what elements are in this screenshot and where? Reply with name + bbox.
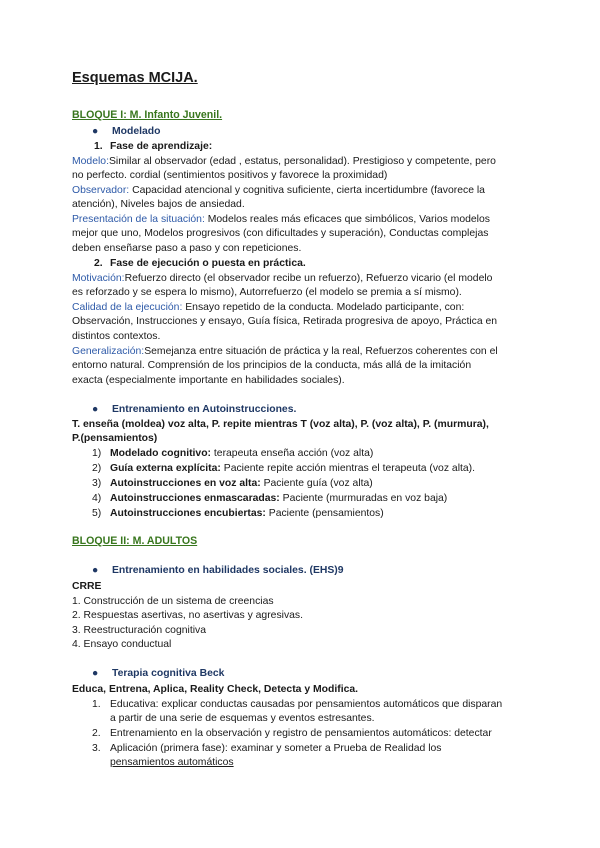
ehs-acronym: CRRE [72,581,102,592]
bullet-dot-icon: ● [92,404,99,415]
motivacion-cont: es reforzado y se espera lo mismo), Autorrefuerzo (el modelo se premia a sí mismo). [72,287,462,298]
bloque-1-heading: BLOQUE I: M. Infanto Juvenil. [72,109,223,121]
bullet-autoinstrucciones: ● Entrenamiento en Autoinstrucciones. [92,404,297,415]
calidad-cont-1: Observación, Instrucciones y ensayo, Guía física, Retirada progresiva de apoyo, Práctica en [72,316,498,327]
beck-item-2: 2. Entrenamiento en la observación y registro de pensamientos automáticos: detectar [92,728,492,739]
beck-steps: Educa, Entrena, Aplica, Reality Check, Detecta y Modifica. [72,684,359,695]
observador-line: Observador: Capacidad atencional y cognitiva suficiente, cierta incertidumbre (favorece la [72,185,485,196]
autoinstruccion-item: 2) Guía externa explícita: Paciente repite acción mientras el terapeuta (voz alta). [92,463,476,474]
ehs-item: 2. Respuestas asertivas, no asertivas y agresivas. [72,610,304,621]
observador-cont: atención), Niveles bajos de ansiedad. [72,199,245,210]
fase-1-heading: 1. Fase de aprendizaje: [94,141,213,152]
beck-item-3: 3. Aplicación (primera fase): examinar y someter a Prueba de Realidad los [92,743,442,754]
bullet-dot-icon: ● [92,565,99,576]
ehs-item: 1. Construcción de un sistema de creencias [72,596,274,607]
bloque-2-heading: BLOQUE II: M. ADULTOS [72,535,198,547]
motivacion-line: Motivación:Refuerzo directo (el observador recibe un refuerzo), Refuerzo vicario (el modelo [72,273,493,284]
modelo-cont: no perfecto. cordial (sentimientos positivos y favorece la proximidad) [72,170,388,181]
autoinstruccion-item: 5) Autoinstrucciones encubiertas: Paciente (pensamientos) [92,508,384,519]
beck-item-3-cont: pensamientos automáticos [110,757,234,768]
fase-2-heading: 2. Fase de ejecución o puesta en práctica. [94,258,306,269]
autoinstruccion-item: 3) Autoinstrucciones en voz alta: Paciente guía (voz alta) [92,478,373,489]
ehs-item: 3. Reestructuración cognitiva [72,625,206,636]
presentacion-cont-2: deben enseñarse paso a paso y con repeticiones. [72,243,302,254]
autoinstrucciones-intro-2: P.(pensamientos) [72,433,158,444]
presentacion-line: Presentación de la situación: Modelos reales más eficaces que simbólicos, Varios modelos [72,214,490,225]
beck-item-1: 1. Educativa: explicar conductas causadas por pensamientos automáticos que disparan [92,699,503,710]
bullet-dot-icon: ● [92,668,99,679]
generalizacion-cont-1: entorno natural. Comprensión de los principios de la conducta, más allá de la imitación [72,360,472,371]
bullet-modelado: ● Modelado [92,126,161,137]
generalizacion-cont-2: exacta (especialmente importante en habilidades sociales). [72,375,345,386]
ehs-item: 4. Ensayo conductual [72,639,172,650]
generalizacion-line: Generalización:Semejanza entre situación de práctica y la real, Refuerzos coherentes con el [72,346,498,357]
beck-item-1-cont: a partir de una serie de esquemas y eventos estresantes. [110,713,375,724]
bullet-ehs: ● Entrenamiento en habilidades sociales. (EHS)9 [92,565,344,576]
autoinstrucciones-intro-1: T. enseña (moldea) voz alta, P. repite mientras T (voz alta), P. (voz alta), P. (murmura), [72,419,489,430]
page-title: Esquemas MCIJA. [72,70,198,86]
bullet-dot-icon: ● [92,126,99,137]
modelo-line: Modelo:Similar al observador (edad , estatus, personalidad). Prestigioso y competente, pero [72,156,496,167]
bullet-beck: ● Terapia cognitiva Beck [92,668,225,679]
presentacion-cont-1: mejor que uno, Modelos progresivos (con dificultades y superación), Conductas complejas [72,228,489,239]
autoinstruccion-item: 1) Modelado cognitivo: terapeuta enseña acción (voz alta) [92,448,374,459]
calidad-cont-2: distintos contextos. [72,331,161,342]
autoinstruccion-item: 4) Autoinstrucciones enmascaradas: Paciente (murmuradas en voz baja) [92,493,448,504]
calidad-line: Calidad de la ejecución: Ensayo repetido de la conducta. Modelado participante, con: [72,302,465,313]
